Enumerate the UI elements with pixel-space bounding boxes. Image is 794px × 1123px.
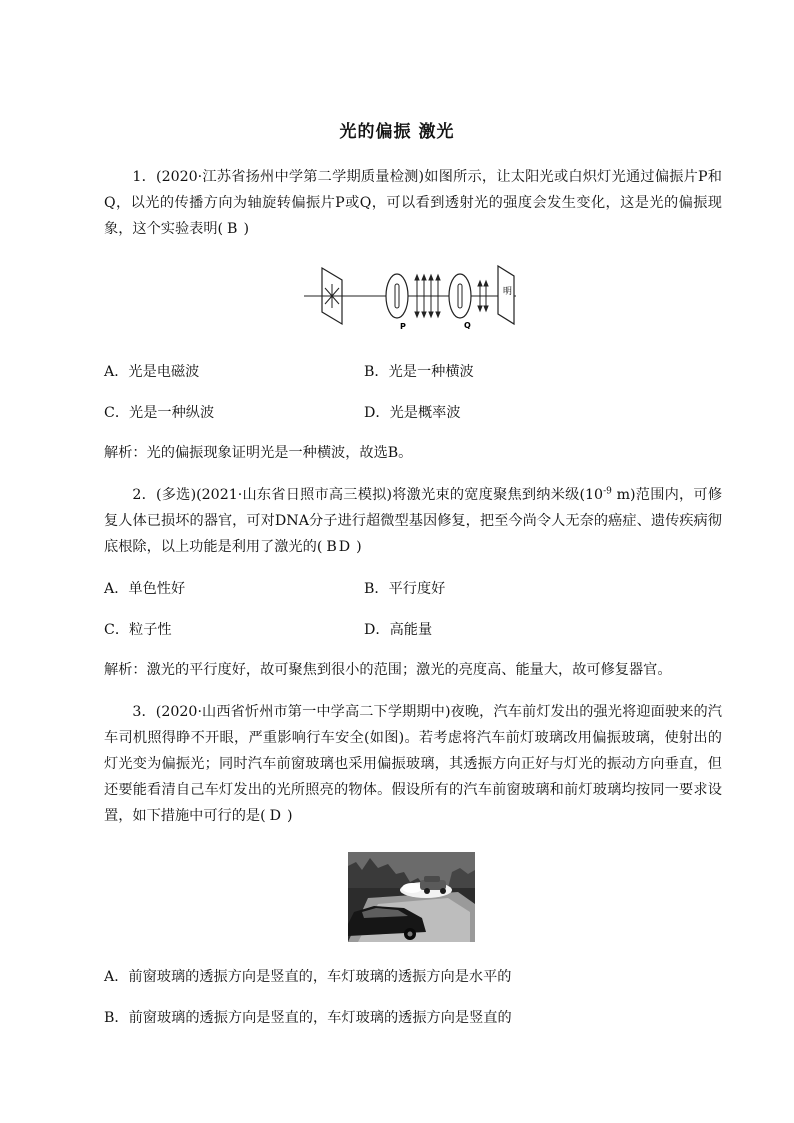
question-1-stem-text: 1．(2020·江苏省扬州中学第二学期质量检测)如图所示，让太阳光或白炽灯光通过偏振片P和Q，以光的传播方向为轴旋转偏振片P或Q，可以看到透射光的强度会发生变化，这是光的偏振现象，这个实验表明( (104, 169, 722, 237)
question-2-option-c: C．粒子性 (104, 622, 172, 638)
question-3-stem (104, 699, 722, 829)
polarizer-p-label: P (400, 322, 406, 331)
page-title: 光的偏振 激光 (339, 122, 455, 142)
polarizer-diagram (300, 262, 530, 332)
question-3-stem-close: ) (286, 808, 293, 824)
question-2-option-d: D．高能量 (364, 622, 433, 638)
polarizer-p (386, 274, 408, 318)
question-1-stem-close: ) (243, 221, 250, 237)
question-2-stem-pre: 2．(多选)(2021·山东省日照市高三模拟)将激光束的宽度聚焦到纳米级(10 (132, 487, 604, 503)
question-2-option-a: A．单色性好 (104, 581, 186, 597)
polarizer-q-label: Q (464, 321, 471, 330)
night-traffic-image (348, 852, 475, 942)
screen-label: 明 (503, 287, 513, 297)
question-2-stem-post: m)范围内，可修复人体已损坏的器官，可对DNA分子进行超微型基因修复，把至今尚令人无奈的癌症、遗传疾病彻底根除，以上功能是利用了激光的( (104, 487, 723, 555)
question-2-stem-close: ) (356, 539, 362, 555)
question-2-stem (104, 482, 722, 560)
question-3-option-a: A．前窗玻璃的透振方向是竖直的，车灯玻璃的透振方向是水平的 (104, 969, 512, 985)
question-1-stem (104, 164, 722, 242)
polarizer-q (449, 274, 471, 318)
question-1-option-d: D．光是概率波 (364, 405, 461, 421)
question-3-answer: D (269, 808, 283, 824)
question-2-option-b: B．平行度好 (364, 581, 446, 597)
question-2-analysis: 解析：激光的平行度好，故可聚焦到很小的范围；激光的亮度高、能量大，故可修复器官。 (104, 662, 672, 678)
question-1-option-c: C．光是一种纵波 (104, 405, 215, 421)
question-3-stem-text: 3．(2020·山西省忻州市第一中学高二下学期期中)夜晚，汽车前灯发出的强光将迎面驶来的汽车司机照得睁不开眼，严重影响行车安全(如图)。若考虑将汽车前灯玻璃改用偏振玻璃，使射出的灯光变为偏振光；同时汽车前窗玻璃也采用偏振玻璃，其透振方向正好与灯光的振动方向垂直，但还要能看清自己车灯发出的光所照亮的物体。假设所有的汽车前窗玻璃和前灯玻璃均按同一要求设置，如下措施中可行的是( (104, 704, 722, 824)
question-2-answer: BD (326, 539, 353, 555)
question-1-option-b: B．光是一种横波 (364, 364, 474, 380)
question-3-option-b: B．前窗玻璃的透振方向是竖直的，车灯玻璃的透振方向是竖直的 (104, 1010, 512, 1026)
question-1-analysis: 解析：光的偏振现象证明光是一种横波，故选B。 (104, 445, 413, 461)
question-1-answer: B (227, 221, 240, 237)
question-2-exponent: -9 (603, 486, 612, 497)
question-1-option-a: A．光是电磁波 (104, 364, 200, 380)
